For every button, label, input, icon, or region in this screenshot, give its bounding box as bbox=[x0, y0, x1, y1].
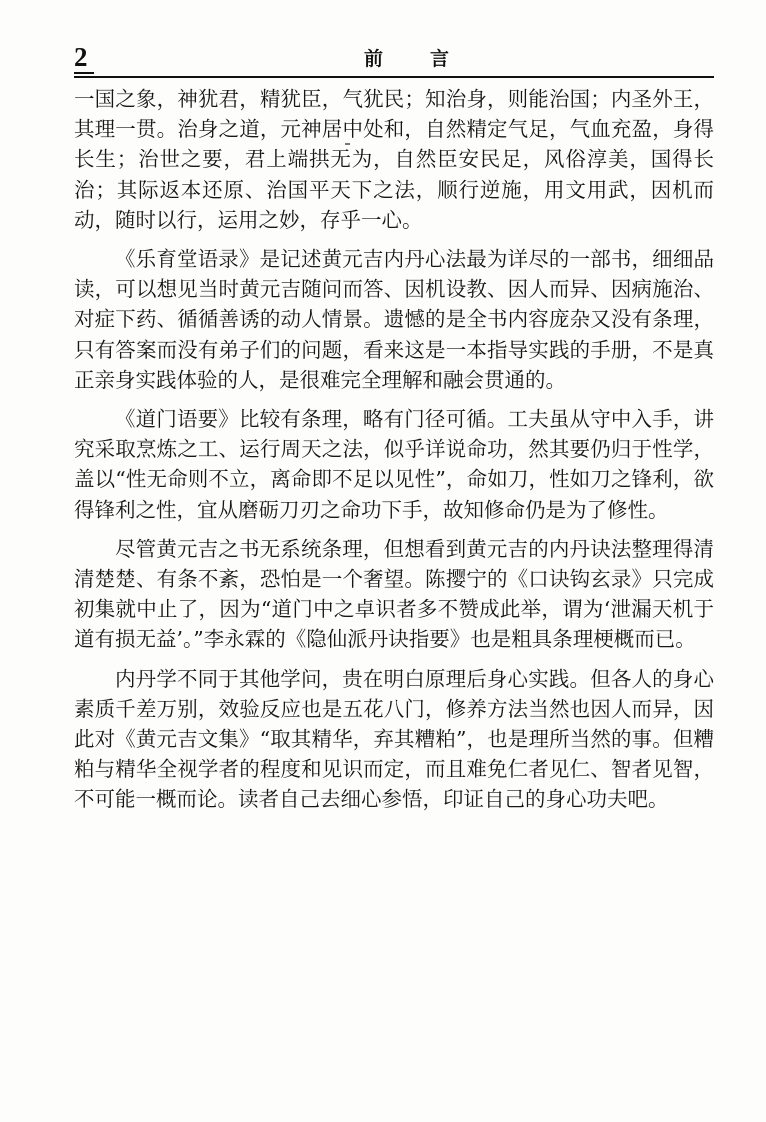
running-title: 前 言 bbox=[364, 48, 464, 70]
header-rule bbox=[74, 76, 714, 78]
page-number-underline bbox=[74, 72, 94, 74]
paragraph-gap bbox=[74, 395, 714, 404]
paragraph-leyutang: 《乐育堂语录》是记述黄元吉内丹心法最为详尽的一部书，细细品读，可以想见当时黄元吉随问而答、因机设教、因人而异、因病施治、对症下药、循循善诱的动人情景。遗憾的是全书内容庞杂又没有条理，只有答案而没有弟子们的问题，看来这是一本指导实践的手册，不是真正亲身实践体验的人，是很难完全理解和融会贯通的。 bbox=[74, 247, 714, 392]
paragraph-gap bbox=[74, 655, 714, 664]
page-header bbox=[74, 36, 714, 80]
paragraph-gap bbox=[74, 235, 714, 244]
paragraph-neidan: 内丹学不同于其他学问，贵在明白原理后身心实践。但各人的身心素质千差万别，效验反应也是五花八门，修养方法当然也因人而异，因此对《黄元吉文集》“取其精华，弃其糟粕”，也是理所当然的事。但糟粕与精华全视学者的程度和见识而定，而且难免仁者见仁、智者见智，不可能一概而论。读者自己去细心参悟，印证自己的身心功夫吧。 bbox=[74, 666, 714, 812]
page-body bbox=[74, 84, 714, 815]
paragraph-gap bbox=[74, 525, 714, 534]
paragraph-system: 尽管黄元吉之书无系统条理，但想看到黄元吉的内丹诀法整理得清清楚楚、有条不紊，恐怕是一个奢望。陈撄宁的《口诀钩玄录》只完成初集就中止了，因为“道门中之卓识者多不赞成此举，谓为‘泄漏天机于道有损无益’。”李永霖的《隐仙派丹诀指要》也是粗具条理梗概而已。 bbox=[74, 536, 714, 652]
page-number: 2 bbox=[74, 42, 88, 72]
paragraph-daomen: 《道门语要》比较有条理，略有门径可循。工夫虽从守中入手，讲究采取烹炼之工、运行周天之法，似乎详说命功，然其要仍归于性学，盖以“性无命则不立，离命即不足以见性”，命如刀，性如刀之锋利，欲得锋利之性，宜从磨砺刀刃之命功下手，故知修命仍是为了修性。 bbox=[74, 407, 714, 522]
paragraph-continued: 一国之象，神犹君，精犹臣，气犹民；知治身，则能治国；内圣外王，其理一贯。治身之道，元神居中处和，自然精定气足，气血充盈，身得长生；治世之要，君上端拱无为，自然臣安民足，风俗淳美，国得长治；其际返本还原、治国平天下之法，顺行逆施，用文用武，因机而动，随时以行，运用之妙，存乎一心。 bbox=[74, 87, 714, 232]
